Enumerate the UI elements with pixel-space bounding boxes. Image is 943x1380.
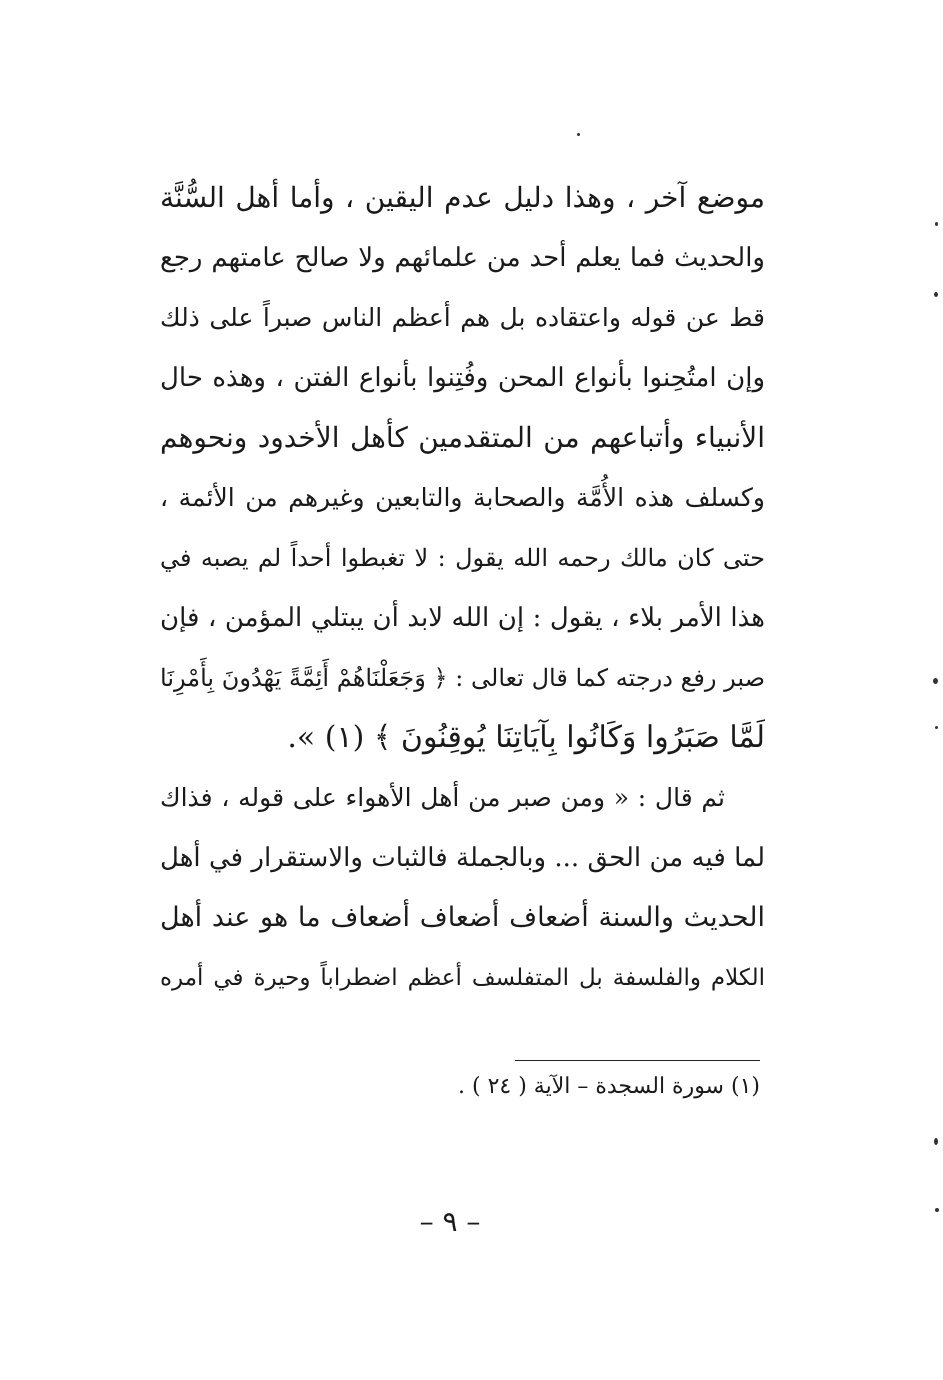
page-number: – ٩ – [419, 1205, 481, 1238]
text-line: الكلام والفلسفة بل المتفلسف أعظم اضطراباً وحيرة في أمره [160, 965, 765, 991]
text-line: ثم قال : « ومن صبر من أهل الأهواء على قوله ، فذاك [160, 783, 725, 812]
scan-speck [933, 678, 938, 684]
text-line: الحديث والسنة أضعاف أضعاف أضعاف ما هو عند أهل [160, 902, 765, 933]
text-line: موضع آخر ، وهذا دليل عدم اليقين ، وأما أهل السُّنَّة [160, 181, 765, 214]
text-line: هذا الأمر بلاء ، يقول : إن الله لابد أن يبتلي المؤمن ، فإن [160, 603, 765, 633]
text-line: والحديث فما يعلم أحد من علمائهم ولا صالح عامتهم رجع [160, 243, 765, 273]
quran-verse-line: لَمَّا صَبَرُوا وَكَانُوا بِآيَاتِنَا يُوقِنُونَ ﴾ (١) ». [287, 720, 765, 755]
scan-speck [935, 1208, 939, 1212]
scan-speck [935, 222, 938, 226]
body-paragraph-1 [160, 168, 765, 768]
text-line: الأنبياء وأتباعهم من المتقدمين كأهل الأخدود ونحوهم [160, 421, 765, 454]
text-line: وإن امتُحِنوا بأنواع المحن وفُتِنوا بأنواع الفتن ، وهذه حال [160, 363, 765, 393]
body-paragraph-2 [160, 768, 765, 1008]
scan-speck [934, 292, 938, 297]
scan-speck [934, 1138, 938, 1145]
scan-speck [577, 133, 580, 136]
text-line: حتى كان مالك رحمه الله يقول : لا تغبطوا أحداً لم يصبه في [160, 544, 765, 572]
scan-speck [935, 726, 938, 729]
quran-verse-line: صبر رفع درجته كما قال تعالى : ﴿ وَجَعَلْنَاهُمْ أَئِمَّةً يَهْدُونَ بِأَمْرِنَا [160, 664, 765, 692]
footnote: (١) سورة السجدة – الآية ( ٢٤ ) . [458, 1074, 760, 1099]
text-line: وكسلف هذه الأُمَّة والصحابة والتابعين وغيرهم من الأئمة ، [160, 483, 765, 512]
text-line: لما فيه من الحق ... وبالجملة فالثبات والاستقرار في أهل [160, 843, 765, 873]
footnote-separator [515, 1060, 760, 1061]
text-line: قط عن قوله واعتقاده بل هم أعظم الناس صبراً على ذلك [160, 303, 765, 332]
